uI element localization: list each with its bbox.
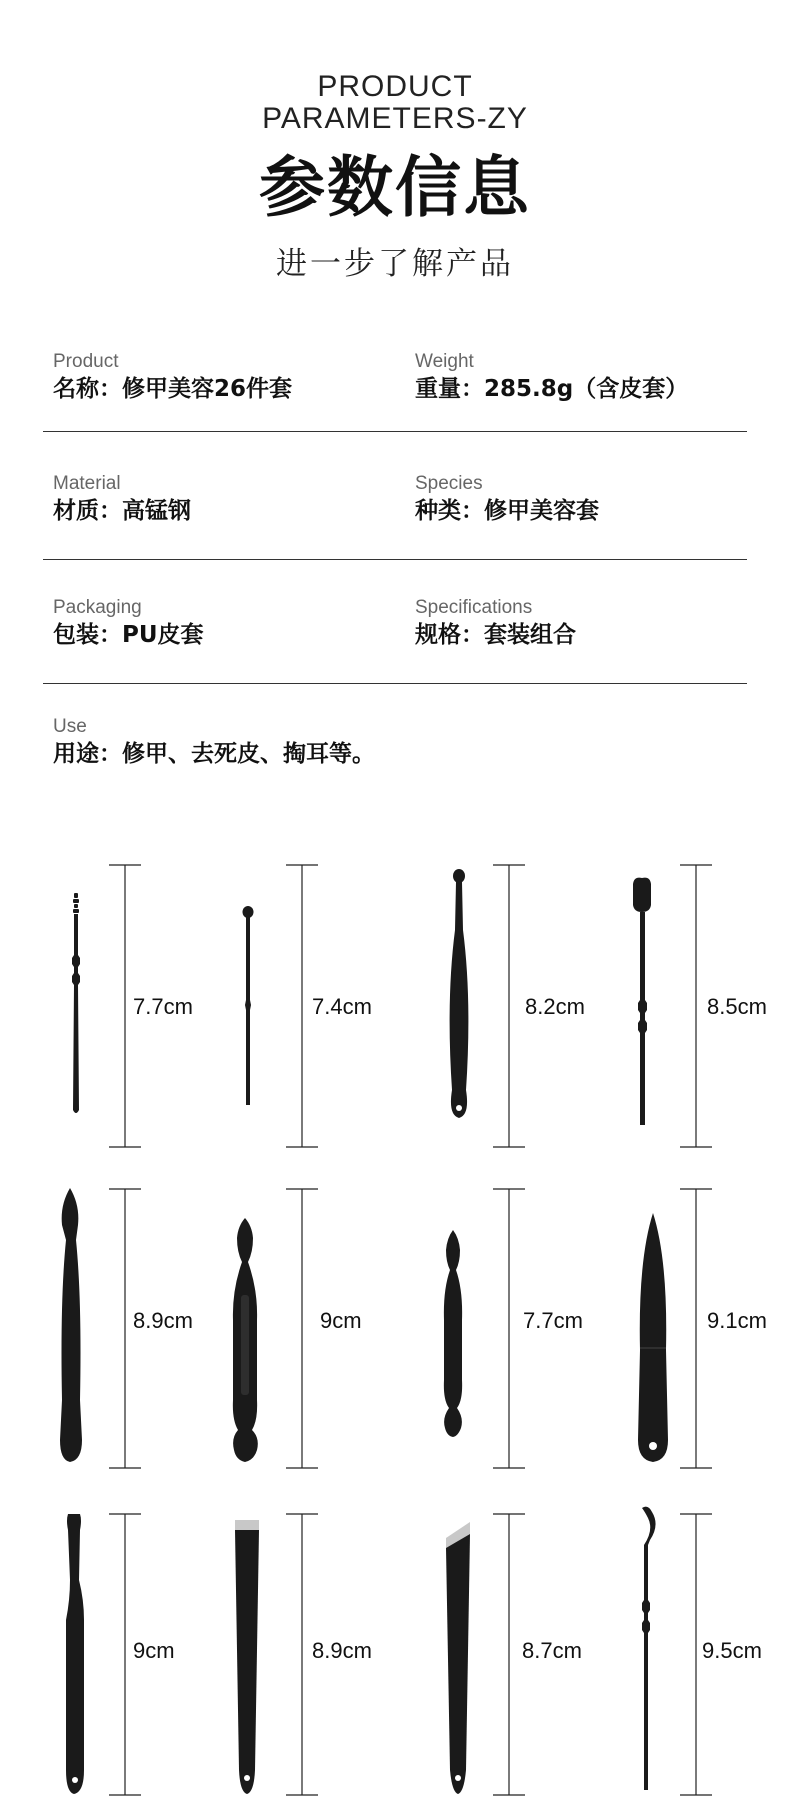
tool-8-length: 9.1cm xyxy=(707,1308,767,1333)
tool-7-length: 7.7cm xyxy=(523,1308,583,1333)
tool-comedone-extractor xyxy=(450,869,469,1118)
tool-2-length: 7.4cm xyxy=(312,994,372,1019)
tool-long-spiral-ear-cleaner xyxy=(633,878,651,1125)
param-packaging-value: 包装：PU皮套 xyxy=(53,622,204,648)
param-packaging-label: Packaging xyxy=(53,597,142,618)
param-use-value: 用途：修甲、去死皮、掏耳等。 xyxy=(53,741,375,767)
param-material-value: 材质：高锰钢 xyxy=(53,498,191,524)
header-en-line1: PRODUCT xyxy=(317,70,473,103)
tool-curved-ear-pick xyxy=(642,1507,656,1790)
tool-11-length: 8.7cm xyxy=(522,1638,582,1663)
tool-spiral-ear-pick xyxy=(72,893,80,1113)
param-material-label: Material xyxy=(53,473,121,494)
tool-12-length: 9.5cm xyxy=(702,1638,762,1663)
param-weight-value: 重量：285.8g（含皮套） xyxy=(415,376,689,402)
tool-nail-file xyxy=(638,1213,668,1462)
tool-3-length: 8.2cm xyxy=(525,994,585,1019)
header-en-line2: PARAMETERS-ZY xyxy=(262,102,528,135)
tool-cuticle-pusher xyxy=(60,1188,82,1462)
tool-slanted-blade xyxy=(446,1522,470,1794)
tool-ear-scoop xyxy=(243,906,254,1105)
param-product-label: Product xyxy=(53,351,119,372)
page-subtitle: 进一步了解产品 xyxy=(276,246,514,282)
dimension-lines xyxy=(109,865,712,1795)
param-weight-label: Weight xyxy=(415,351,474,372)
tool-10-length: 8.9cm xyxy=(312,1638,372,1663)
tool-5-length: 8.9cm xyxy=(133,1308,193,1333)
param-specifications-label: Specifications xyxy=(415,597,533,618)
tool-9-length: 9cm xyxy=(133,1638,175,1663)
tool-1-length: 7.7cm xyxy=(133,994,193,1019)
tool-short-pusher xyxy=(444,1230,462,1437)
page-title: 参数信息 xyxy=(259,149,531,226)
tool-serrated-pusher xyxy=(66,1514,84,1794)
tool-4-length: 8.5cm xyxy=(707,994,767,1019)
tool-6-length: 9cm xyxy=(320,1308,362,1333)
param-species-label: Species xyxy=(415,473,483,494)
tool-double-end-pusher xyxy=(233,1218,258,1462)
param-product-value: 名称：修甲美容26件套 xyxy=(53,376,293,402)
tool-straight-blade xyxy=(235,1520,259,1794)
param-species-value: 种类：修甲美容套 xyxy=(415,498,599,524)
param-specifications-value: 规格：套装组合 xyxy=(415,622,576,648)
param-use-label: Use xyxy=(53,716,87,737)
